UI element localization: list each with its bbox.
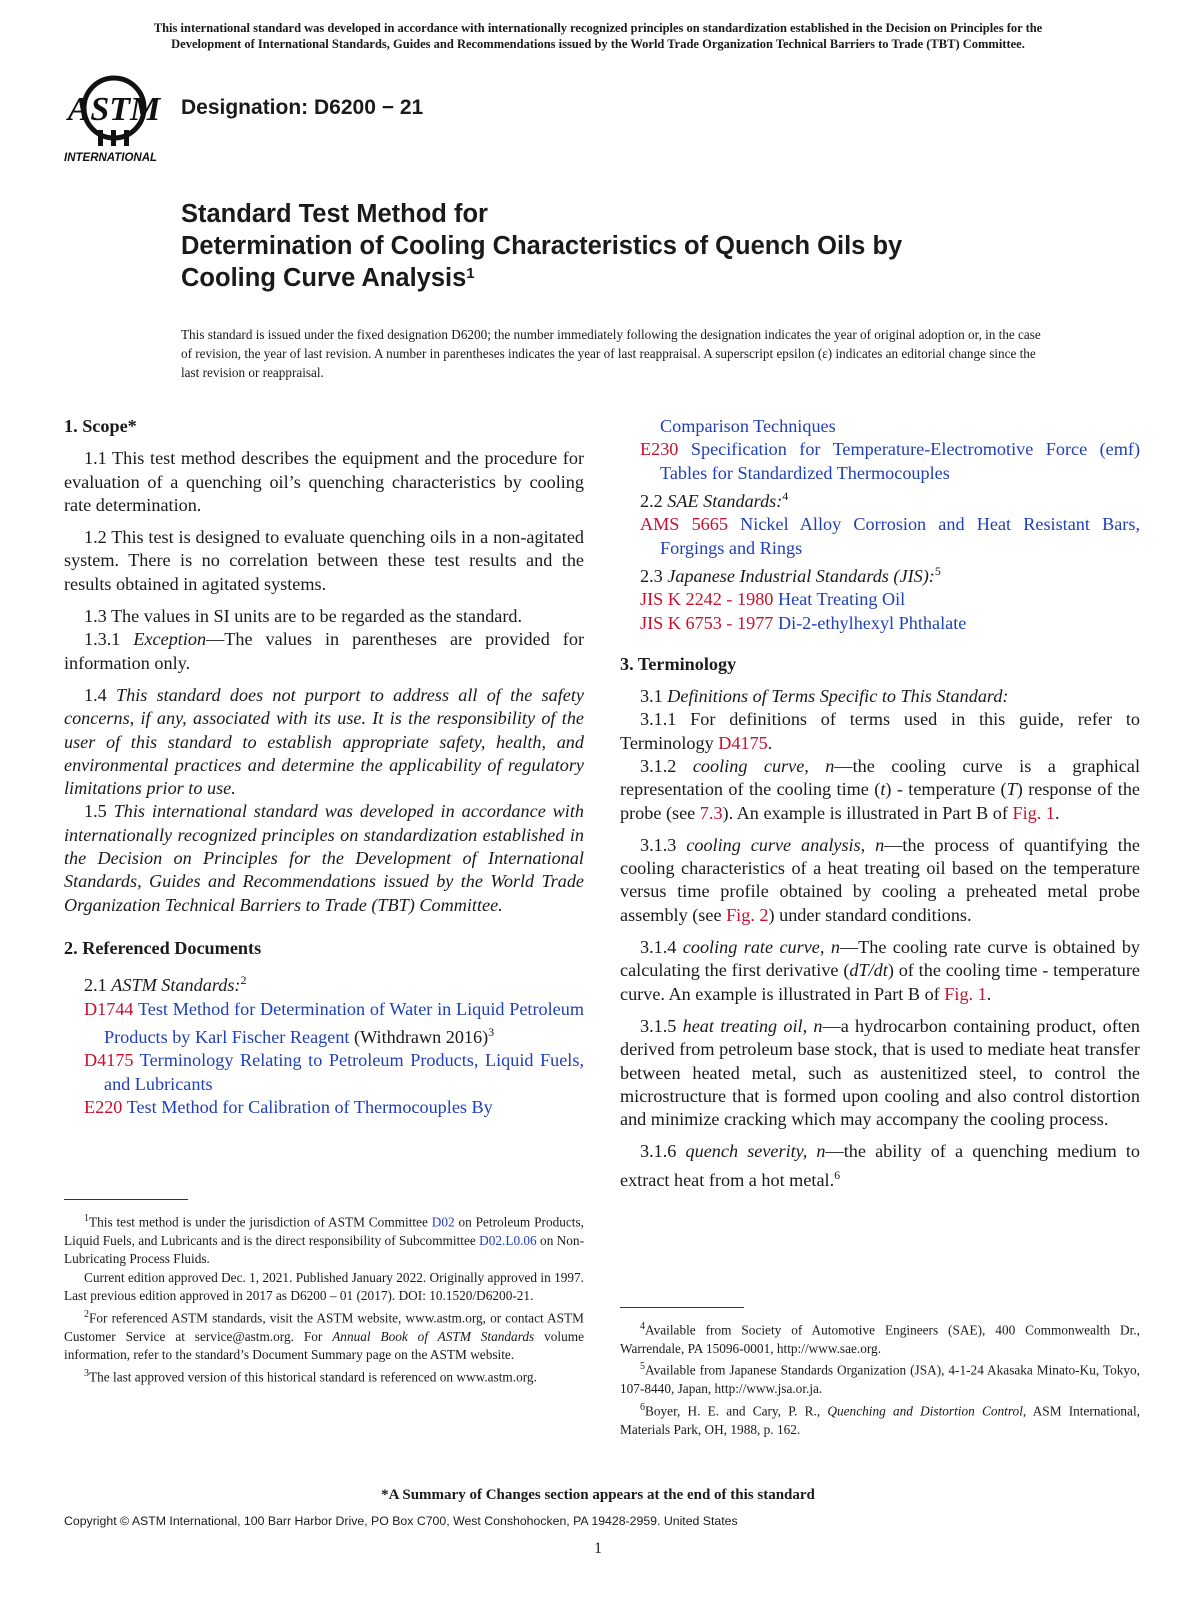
astm-logo: [62, 70, 170, 166]
terminology-heading: 3. Terminology: [620, 653, 737, 674]
ref-ams5665: [620, 513, 1140, 560]
ref-ams5665-code[interactable]: AMS 5665: [640, 514, 728, 535]
footnote-5: $^5$Available from Japanese Standards Organization (JSA), 4-1-24 Akasaka Minato-Ku, Tokyo, 107-8440, Japan, http://www.jsa.or.ja.: [620, 1361, 1140, 1397]
ref-jis-k6753: JIS K 6753 - 1977 Di-2-ethylhexyl Phthalate: [640, 612, 967, 633]
footnote-4: $^4$Available from Society of Automotive Engineers (SAE), 400 Commonwealth Dr., Warrendale, PA 15096-0001, http://www.sae.org.: [620, 1321, 1140, 1356]
page-number: 1: [594, 1540, 602, 1557]
footnote-3: $^3$The last approved version of this historical standard is referenced on www.astm.org.: [84, 1367, 537, 1385]
svg-text:INTERNATIONAL: INTERNATIONAL: [64, 152, 158, 164]
para-3-1-4: 3.1.4 cooling rate curve, n—The cooling rate curve is obtained by calculating the first derivative (dT/dt) of the cooling time - temperature curve. An example is illustrated in Part B of Fig. 1.: [620, 937, 1141, 1004]
footnote-2: $^2$For referenced ASTM standards, visit the ASTM website, www.astm.org, or contact ASTM Customer Service at service@astm.org. For Annual Book of ASTM Standards volume information, refer to the standard’s Document Summary page on the ASTM website.: [64, 1308, 584, 1363]
footnote-1: $^1$This test method is under the jurisdiction of ASTM Committee D02 on Petroleum Products, Liquid Fuels, and Lubricants and is the direct responsibility of Subcommittee D02.L0.06 on Non-Lubricating Process Fluids.: [64, 1213, 584, 1267]
ref-e220-title[interactable]: Test Method for Calibration of Thermocouples By: [126, 1096, 493, 1117]
ref-e220-code[interactable]: E220: [84, 1096, 123, 1117]
para-3-1-6: 3.1.6 quench severity, n—the ability of a quenching medium to extract heat from a hot metal.$^6$: [620, 1141, 1141, 1190]
para-1-2: 1.2 This test is designed to evaluate quenching oils in a non-agitated system. There is no correlation between these test results and the results obtained in agitated systems.: [64, 527, 584, 594]
ref-d4175-code[interactable]: D4175: [84, 1050, 134, 1071]
ref-e220-continued: Comparison Techniques: [660, 416, 836, 436]
link-d02[interactable]: D02: [431, 1214, 455, 1230]
header-notice-line2: Development of International Standards, Guides and Recommendations issued by the World Trade Organization Technical Barriers to Trade (TBT) Committee.: [171, 37, 1025, 51]
ref-e230-code[interactable]: E230: [640, 439, 679, 460]
para-1-4: 1.4 This standard does not purport to address all of the safety concerns, if any, associated with its use. It is the responsibility of the user of this standard to establish appropriate safety, health, and environmental practices and determine the applicability of regulatory limitations prior to use.: [64, 684, 584, 799]
para-1-3: 1.3 The values in SI units are to be regarded as the standard.: [84, 606, 523, 627]
title-line3: Cooling Curve Analysis$^1$: [181, 264, 475, 292]
link-d4175[interactable]: D4175: [718, 732, 768, 753]
ref-d4175-title[interactable]: Terminology Relating to Petroleum Products, Liquid Fuels, and Lubricants: [104, 1050, 584, 1094]
footnotes-left: [64, 1210, 584, 1387]
para-1-3-1: 1.3.1 Exception—The values in parentheses are provided for information only.: [64, 629, 584, 673]
svg-text:ASTM: ASTM: [67, 91, 161, 128]
copyright: Copyright © ASTM International, 100 Barr Harbor Drive, PO Box C700, West Conshohocken, PA 19428-2959. United States: [64, 1514, 738, 1528]
ref-e220: [64, 1096, 584, 1119]
designation: Designation: D6200 − 21: [181, 96, 424, 119]
para-3-1-1: 3.1.1 For definitions of terms used in this guide, refer to Terminology D4175.: [620, 709, 1140, 753]
jis-standards-label: 2.3 Japanese Industrial Standards (JIS):$^5$: [640, 563, 941, 586]
link-fig-1[interactable]: Fig. 1: [1012, 802, 1055, 823]
left-column: [64, 415, 584, 1119]
title-footnote-mark[interactable]: 1: [466, 265, 475, 282]
para-3-1-3: 3.1.3 cooling curve analysis, n—the process of quantifying the cooling characteristics of a heat treating oil based on the temperature versus time profile obtained by cooling a preheated metal probe assembly (see Fig. 2) under standard conditions.: [620, 834, 1140, 925]
sae-standards-label: 2.2 SAE Standards:$^4$: [640, 488, 789, 511]
title-line1: Standard Test Method for: [181, 200, 488, 228]
ref-jis-k2242: JIS K 2242 - 1980 Heat Treating Oil: [640, 589, 906, 610]
para-3-1: 3.1 Definitions of Terms Specific to This Standard:: [640, 686, 1009, 707]
title-line2: Determination of Cooling Characteristics of Quench Oils by: [181, 232, 903, 260]
link-fig-2[interactable]: Fig. 2: [726, 904, 769, 925]
footnote-1-edition: Current edition approved Dec. 1, 2021. Published January 2022. Originally approved in 1997. Last previous edition approved in 2017 as D6200 – 01 (2017). DOI: 10.1520/D6200-21.: [64, 1269, 584, 1304]
para-3-1-2: 3.1.2 cooling curve, n—the cooling curve is a graphical representation of the cooling time (t) - temperature (T) response of the probe (see 7.3). An example is illustrated in Part B of Fig. 1.: [620, 755, 1141, 823]
footnote-divider-left: [64, 1199, 188, 1200]
summary-of-changes-note: *A Summary of Changes section appears at the end of this standard: [381, 1487, 815, 1503]
ref-d1744: D1744 Test Method for Determination of Water in Liquid Petroleum Products by Karl Fischer Reagent (Withdrawn 2016)$^3$: [84, 998, 584, 1047]
link-fig-1-b[interactable]: Fig. 1: [944, 983, 987, 1004]
ref-e230-title[interactable]: Specification for Temperature-Electromotive Force (emf) Tables for Standardized Thermocouples: [660, 439, 1141, 483]
footnote-divider-right: [620, 1307, 744, 1308]
issued-statement: This standard is issued under the fixed designation D6200; the number immediately following the designation indicates the year of original adoption or, in the case of revision, the year of last revision. A number in parentheses indicates the year of last reappraisal. A superscript epsilon (ε) indicates an editorial change since the last revision or reappraisal.: [181, 327, 1041, 380]
header-notice: [58, 20, 1138, 52]
footnotes-right: [620, 1318, 1140, 1439]
footnote-6: $^6$Boyer, H. E. and Cary, P. R., Quenching and Distortion Control, ASM International, Materials Park, OH, 1988, p. 162.: [620, 1401, 1140, 1437]
ref-ams5665-title[interactable]: Nickel Alloy Corrosion and Heat Resistant Bars, Forgings and Rings: [660, 514, 1140, 558]
ref-d1744-title[interactable]: Test Method for Determination of Water in Liquid Petroleum Products by Karl Fischer Reagent: [104, 998, 584, 1047]
link-7-3[interactable]: 7.3: [699, 802, 723, 823]
ref-e230: [620, 438, 1140, 485]
para-3-1-5: 3.1.5 heat treating oil, n—a hydrocarbon containing product, often derived from petroleum base stock, that is used to mediate heat transfer between heated metal, such as austenitized steel, to control the microstructure that is formed upon cooling and also control distortion and minimize cracking which may accompany the cooling process.: [620, 1015, 1140, 1130]
referenced-documents-heading: 2. Referenced Documents: [64, 937, 262, 958]
para-1-1: 1.1 This test method describes the equipment and the procedure for evaluation of a quenching oil’s quenching characteristics by cooling rate determination.: [64, 448, 584, 515]
para-1-5: 1.5 This international standard was developed in accordance with internationally recognized principles on standardization established in the Decision on Principles for the Development of International Standards, Guides and Recommendations issued by the World Trade Organization Technical Barriers to Trade (TBT) Committee.: [64, 801, 585, 915]
ref-d4175: [64, 1049, 584, 1096]
document-title: [181, 198, 902, 294]
scope-heading: 1. Scope*: [64, 416, 137, 436]
astm-standards-label: 2.1 ASTM Standards:$^2$: [84, 973, 247, 996]
right-column: [620, 415, 1140, 1201]
header-notice-line1: This international standard was developed in accordance with internationally recognized principles on standardization established in the Decision on Principles for the: [153, 21, 1043, 35]
ref-d1744-code[interactable]: D1744: [84, 998, 134, 1019]
link-d02-l0-06[interactable]: D02.L0.06: [479, 1232, 537, 1248]
